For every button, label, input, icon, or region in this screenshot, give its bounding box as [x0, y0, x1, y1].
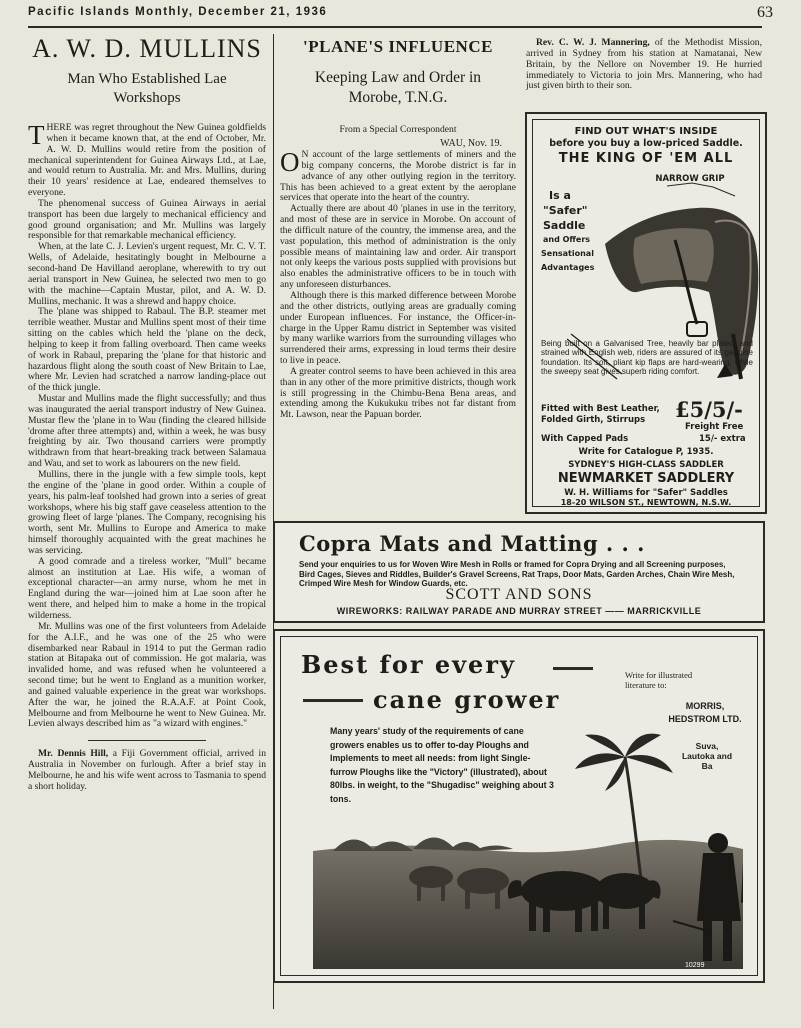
plough-photo [313, 731, 743, 969]
saddle-side-1: Is a [549, 189, 571, 202]
cane-ad-title-dash-2 [303, 699, 363, 702]
copra-ad-body: Send your enquiries to us for Woven Wire Mesh in Rolls or framed for Copra Drying and all Screening purposes, Bird Cages, Sieves and Riddles, Builder's Gravel Screens, Rat Traps, Door Mats, Garden Arches, Chain Wire Mesh, Crimped Wire Mesh for Window Guards, etc. [299, 560, 735, 589]
cane-ad-title-dash [553, 667, 593, 670]
copra-ad [273, 521, 765, 623]
article-plane-para-1: O N account of the large settlements of miners and the big company concerns, the Morobe district is far in advance of any other outlying region in the territory. This has been achieved to a great extent by the aeroplane services that operate into the heart of the country. [280, 147, 516, 204]
article-plane-para: Actually there are about 40 'planes in use in the territory, and most of these are in service in Morobe. On account of the difficult nature of the country, the immense area, and the vast population, this method of administration is the only possible means of maintaining law and order. Air transport not only keeps the various posts supplied with provisions but also enables the administrative officers to be in touch with any unforeseen disturbances. [280, 203, 516, 291]
drop-cap: T [28, 120, 45, 150]
article-plane-byline: From a Special Correspondent [339, 124, 457, 135]
note-dennis-hill: Mr. Dennis Hill, a Fiji Government official, arrived in Australia in November on furlough. After a brief stay in Melbourne, he and his wife went across to Tasmania to spend a short holiday. [28, 748, 266, 792]
photo-code: 10299 [685, 962, 705, 969]
cane-ad-locations: Suva, Lautoka and Ba [681, 741, 733, 771]
cane-ad-title-2: cane grower [373, 685, 561, 714]
article-mullins-para: Mr. Mullins was one of the first volunteers from Adelaide for the A.I.F., and he was one of the 25 who were disembarked near Rabaul in 1914 to put the German radio station at Bitapaka out of commission. He got malaria, was invalided home, and was refused when he volunteered a second time; but he went to England as a munition worker, and gained valuable experience in the great war workshops. After the war, he joined the R.A.A.F. at Point Cook, Melbourne and from Melbourne he went to New Guinea. Mr. Levien always described him as "a wizard with engines." [28, 620, 266, 730]
saddle-side-6: Advantages [541, 263, 595, 272]
article-mullins-title: A. W. D. MULLINS [32, 34, 262, 63]
cane-ad-body: Many years' study of the requirements of cane growers enables us to offer to-day Ploughs and Implements to meet all needs: from light Single-furrow Ploughs like the "Victory" (illustrated), about 80lbs. in weight, to the "Shugadisc" weighing about 3 tons. [330, 726, 554, 804]
saddle-pads: With Capped Pads [541, 434, 629, 444]
article-mullins-para: Mustar and Mullins made the flight successfully; and thus was inaugurated the aerial transport industry of New Guinea. Mustar flew the 'plane in to Wau (finding the cleared hillside 'drome after three attempts) and, within a week, he was busy freighting by air. Two thousand carriers were promptly withdrawn from that heart-breaking track between Salamaua and Wau, and set to work as labourers on the new field. [28, 393, 266, 470]
article-mullins-para: The phenomenal success of Guinea Airways in aerial transport has been due largely to mechanical efficiency and good ground organisation; and Mr. Mullins was largely responsible for that remarkable mechanical efficiency. [28, 197, 266, 242]
article-mullins-para: The 'plane was shipped to Rabaul. The B.P. steamer met terrible weather. Mustar and Mullins spent most of their time sitting on the cables which held the 'plane on the deck, helping to keep it from falling overboard. Then came weeks of work in Rabaul, preparing the 'plane for that historic and hazardous flight along the south coast of New Britain to Lae, where Mr. Levien had scratched a narrow landing-place out of the thick jungle. [28, 306, 266, 394]
cane-ad [273, 629, 765, 983]
narrow-grip-label: NARROW GRIP [655, 174, 725, 184]
masthead-rule [28, 26, 762, 28]
saddle-side-3: Saddle [543, 219, 586, 232]
saddle-pads-price: 15/- extra [699, 434, 746, 444]
saddle-fitted-2: Folded Girth, Stirrups [541, 415, 646, 425]
separator-rule [88, 740, 206, 741]
masthead-title: Pacific Islands Monthly, December 21, 1936 [28, 6, 328, 18]
saddle-maker: W. H. Williams for "Safer" Saddles [564, 488, 728, 498]
article-plane-body [280, 147, 516, 421]
cane-ad-write-for: Write for illustrated literature to: [625, 670, 693, 690]
article-plane-subtitle: Keeping Law and Order in Morobe, T.N.G. [314, 69, 482, 106]
saddle-ad-headline-2: before you buy a low-priced Saddle. [549, 138, 743, 149]
saddle-side-5: Sensational [541, 249, 594, 258]
saddle-ad [525, 112, 767, 514]
article-plane-dateline: WAU, Nov. 19. [440, 138, 502, 149]
saddle-address: 18-20 WILSON ST., NEWTOWN, N.S.W. [560, 498, 732, 507]
note-mannering: Rev. C. W. J. Mannering, of the Methodist Mission, arrived in Sydney from his station at Namatanai, New Britain, by the Nellore on November 19. He hurried immediately to Victoria to join Mrs. Mannering, who had just given birth to their son. [526, 37, 762, 92]
article-mullins-para: When, at the late C. J. Levien's urgent request, Mr. C. V. T. Wells, of Adelaide, hesitatingly bought in Melbourne a second-hand De Havilland aeroplane, wherewith to try out aerial transport in New Guinea, he selected two men to go with the machine—Captain Mustar, pilot, and A. W. D. Mullins, mechanic. It was a shrewd and happy choice. [28, 241, 266, 307]
saddle-brand: NEWMARKET SADDLERY [557, 471, 735, 486]
saddle-description: Being built on a Galvanised Tree, heavily bar plated, and strained with English web, riders are assured of its genuine foundation. Its soft, pliant kip flaps are hard-wearing, while the sweepy seat gives superb riding comfort. [541, 339, 753, 376]
saddle-side-2: "Safer" [543, 204, 588, 217]
article-mullins-para: A good comrade and a tireless worker, "Mull" became almost an institution at Lae. His wife, a woman of exceptional character—an army nurse, whom he met in England during the war—joined him at Lae soon after he went there, and helped him to make a home in the tropical wilderness. [28, 555, 266, 621]
page-number: 63 [757, 4, 773, 21]
copra-ad-company: SCOTT AND SONS [445, 586, 593, 603]
article-plane-para: A greater control seems to have been achieved in this area than in any other of the more primitive districts, though work is still progressing in the Chimbu-Bena Bena areas, and extending among the Kukukuku tribes not far distant from Mt. Lawson, near the Papuan border. [280, 365, 516, 421]
saddle-ad-headline-1: FIND OUT WHAT'S INSIDE [574, 126, 718, 137]
column-2 [280, 30, 516, 520]
saddle-fitted-1: Fitted with Best Leather, [541, 404, 660, 414]
saddle-side-4: and Offers [543, 235, 591, 244]
article-mullins-body [28, 120, 266, 730]
article-plane-title: 'PLANE'S INFLUENCE [303, 37, 493, 56]
article-mullins-subtitle: Man Who Established Lae Workshops [67, 71, 227, 106]
copra-ad-title: Copra Mats and Matting . . . [299, 531, 645, 556]
saddle-tagline: SYDNEY'S HIGH-CLASS SADDLER [568, 460, 724, 470]
saddle-price: £5/5/- [675, 397, 743, 422]
copra-ad-footer: WIREWORKS: RAILWAY PARADE AND MURRAY STREET —— MARRICKVILLE [336, 606, 702, 616]
cane-ad-company: MORRIS, HEDSTROM LTD. [668, 701, 742, 724]
saddle-ad-headline-3: THE KING OF 'EM ALL [558, 151, 734, 166]
saddle-catalogue: Write for Catalogue P, 1935. [578, 447, 714, 457]
cane-ad-title-1: Best for every [301, 650, 516, 679]
column-1 [28, 30, 266, 1020]
article-mullins-para: Mullins, there in the jungle with a few simple tools, kept the engine of the 'plane in good order. Within a couple of years, his palm-leaf toolshed had grown into a series of great workshops, where his big staff gave ceaseless attention to the growing fleet of large 'planes. The Company, recognising his worth, sent Mr. Mullins to Europe and America to make himself thoroughly acquainted with the great machines he was servicing. [28, 469, 266, 556]
drop-cap: O [280, 147, 300, 177]
article-plane-para: Although there is this marked difference between Morobe and the other districts, outlying areas are gradually coming under European influences. For instance, the Officer-in-charge in the Upper Ramu district in September was visited by many warlike warriors from the surrounding villages who surrendered their arms, expressing in loud terms their desire to live in peace. [280, 289, 516, 367]
article-mullins-para-1: THERE was regret throughout the New Guinea goldfields when it became known that, at the end of October, Mr. A. W. D. Mullins would retire from the position of mechanical superintendent for Guinea Airways Ltd., at Lae, and would return to Australia. Mr. and Mrs. Mullins, during their 10 years' residence at Lae, endeared themselves to everyone. [28, 120, 266, 199]
saddle-freight: Freight Free [685, 422, 744, 432]
